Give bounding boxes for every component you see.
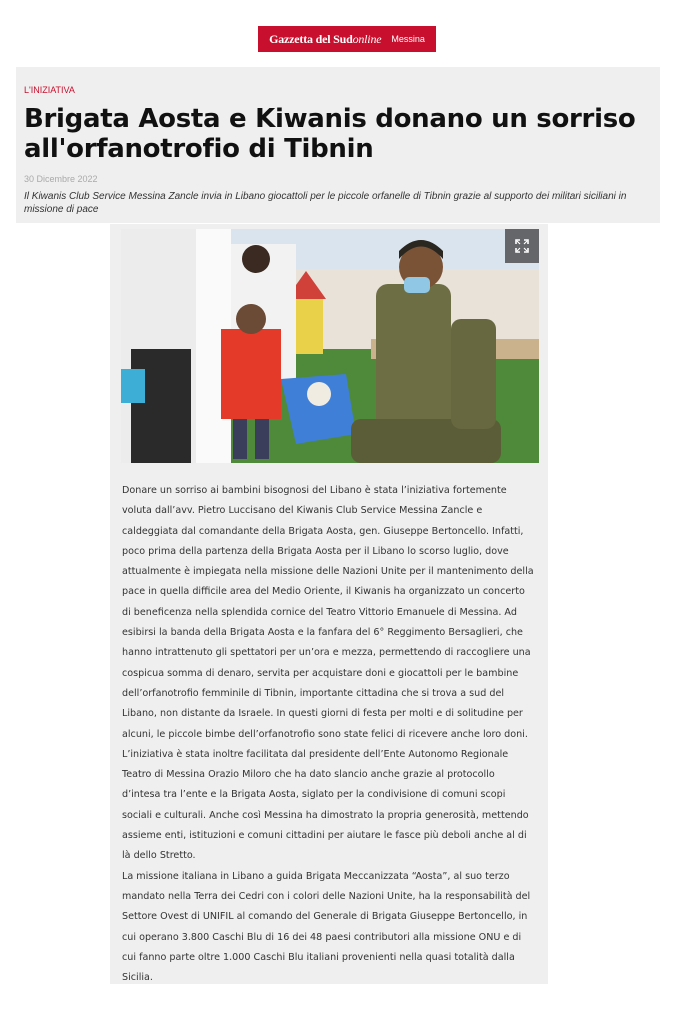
article-title: Brigata Aosta e Kiwanis donano un sorriso all'orfanotrofio di Tibnin	[24, 104, 636, 164]
article-date: 30 Dicembre 2022	[24, 174, 98, 184]
article-subtitle: Il Kiwanis Club Service Messina Zancle invia in Libano giocattoli per le piccole orfanelle di Tibnin grazie al supporto dei militari siciliani in missione di pace	[24, 191, 627, 215]
edition-label: Messina	[391, 34, 425, 44]
expand-icon	[515, 239, 529, 253]
expand-image-button[interactable]	[505, 229, 539, 263]
article-paragraph: Donare un sorriso ai bambini bisognosi del Libano è stata l’iniziativa fortemente voluta dall’avv. Pietro Luccisano del Kiwanis Club Service Messina Zancle e caldeggiata dal comandante della Brigata Aosta, gen. Giuseppe Bertoncello. Infatti, poco prima della partenza della Brigata Aosta per il Libano lo scorso luglio, dove attualmente è impiegata nella missione delle Nazioni Unite per il mantenimento della pace in quella difficile area del Medio Oriente, il Kiwanis ha organizzato un concerto di beneficenza nella splendida cornice del Teatro Vittorio Emanuele di Messina. Ad esibirsi la banda della Brigata Aosta e la fanfara del 6° Reggimento Bersaglieri, che hanno intrattenuto gli spettatori per un’ora e mezza, permettendo di raccogliere una cospicua somma di denaro, servita per acquistare doni e giocattoli per le bambine dell’orfanotrofio femminile di Tibnin, importante cittadina che si trova a sud del Libano, non distante da Israele. In questi giorni di festa per molti e di solitudine per alcuni, le piccole bimbe dell’orfanotrofio sono state felici di ricevere anche loro doni. L’iniziativa è stata inoltre facilitata dal presidente dell’Ente Autonomo Regionale Teatro di Messina Orazio Miloro che ha dato slancio anche grazie al protocollo d’intesa tra l’ente e la Brigata Aosta, siglato per la condivisione di comuni scopi sociali e culturali. Anche così Messina ha dimostrato la propria generosità, mettendo assieme enti, istituzioni e comuni cittadini per aiutare le fasce più deboli anche al di là dello Stretto.	[122, 485, 534, 862]
article-body	[110, 224, 548, 984]
article-photo[interactable]	[121, 229, 539, 463]
site-logo[interactable]	[258, 26, 436, 52]
logo-text: Gazzetta del Sudonline	[269, 31, 382, 46]
article-text	[122, 481, 536, 988]
article-paragraph: La missione italiana in Libano a guida Brigata Meccanizzata “Aosta”, al suo terzo mandato nella Terra dei Cedri con i colori delle Nazioni Unite, ha la responsabilità del Settore Ovest di UNIFIL al comando del Generale di Brigata Giuseppe Bertoncello, in cui operano 3.800 Caschi Blu di 16 dei 48 paesi contributori alla missione ONU e di cui fanno parte oltre 1.000 Caschi Blu italiani provenienti nella quasi totalità dalla Sicilia.	[122, 870, 531, 984]
photo-illustration	[121, 229, 539, 463]
article-header	[16, 67, 660, 223]
article-kicker: L'INIZIATIVA	[24, 85, 75, 95]
